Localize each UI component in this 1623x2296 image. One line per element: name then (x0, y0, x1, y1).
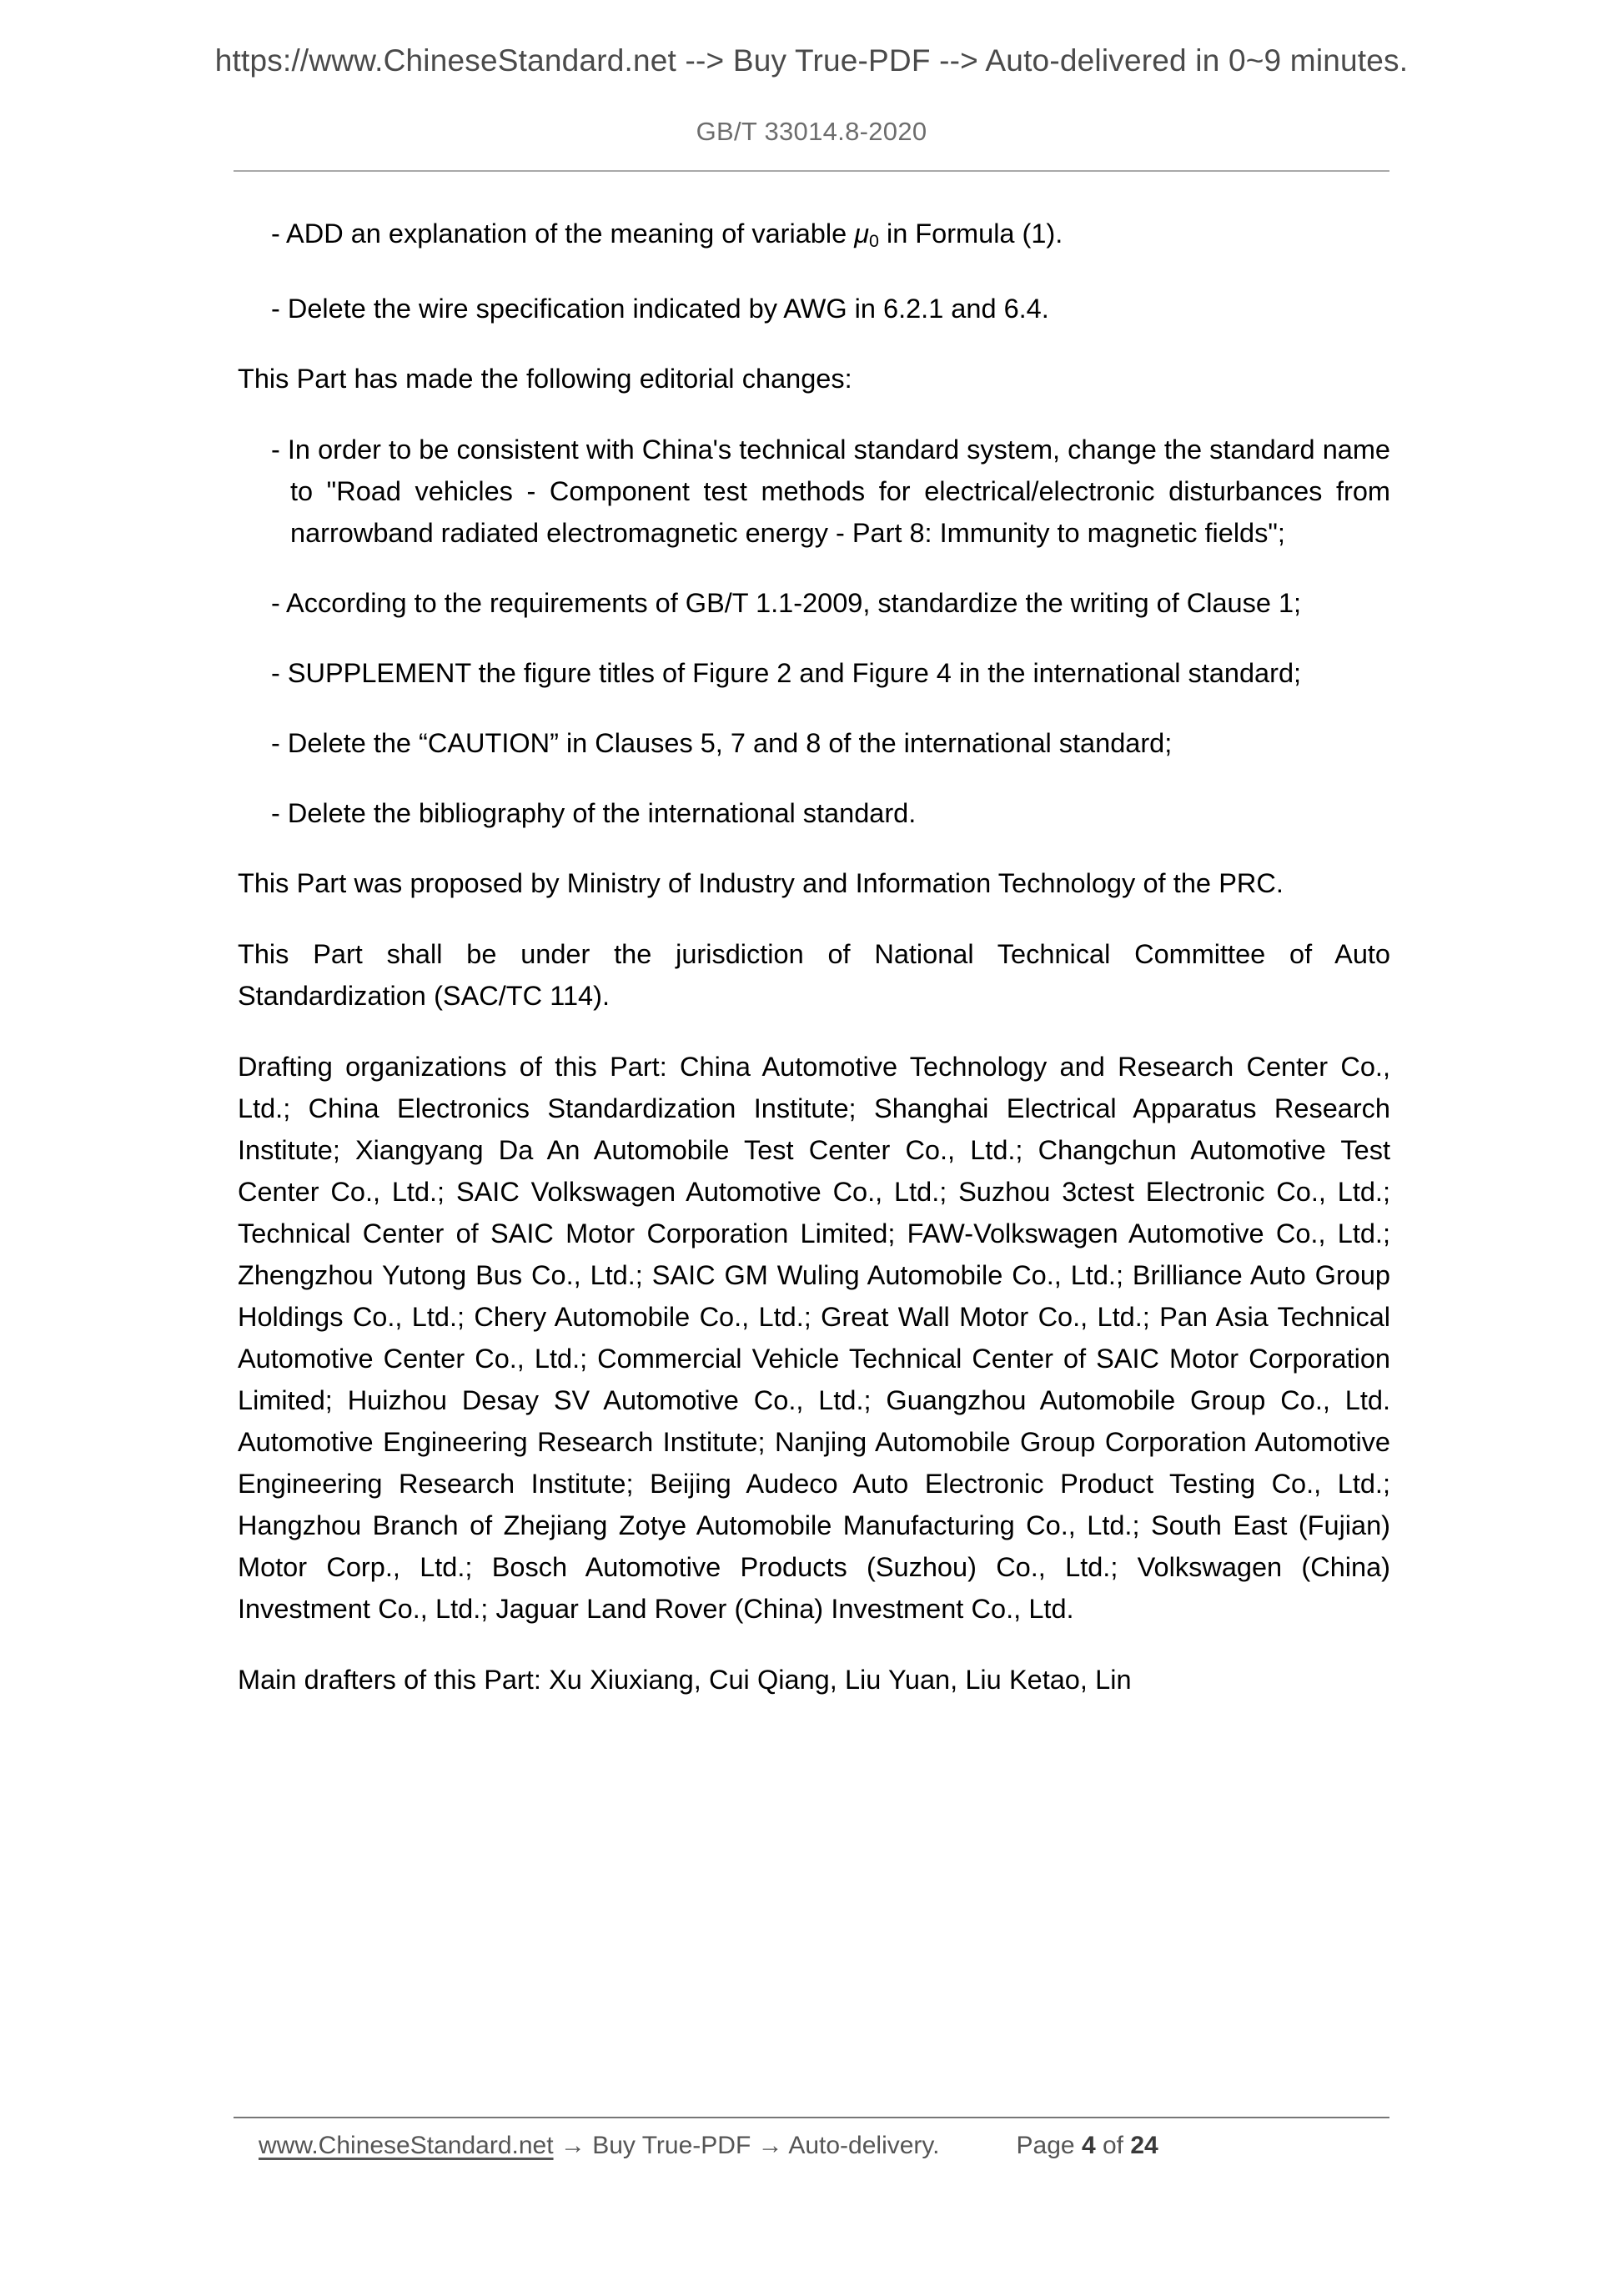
paragraph-jurisdiction: This Part shall be under the jurisdiction of National Technical Committee of Auto Standardization (SAC/TC 114). (238, 939, 1390, 1011)
page-footer (234, 2132, 1389, 2160)
paragraph-main-drafters: Main drafters of this Part: Xu Xiuxiang, Cui Qiang, Liu Yuan, Liu Ketao, Lin (238, 1665, 1132, 1695)
footer-url-link[interactable]: www.ChineseStandard.net (259, 2132, 554, 2159)
of-label: of (1102, 2132, 1123, 2159)
list-item-editorial-5: - Delete the bibliography of the international standard. (271, 798, 917, 828)
footer-promo (234, 2132, 940, 2160)
footer-buy-text: Buy True-PDF (592, 2132, 751, 2159)
list-item-technical-1 (238, 213, 1390, 258)
page-label: Page (1016, 2132, 1075, 2159)
promo-header-text: https://www.ChineseStandard.net --> Buy True-PDF --> Auto-delivered in 0~9 minutes. (214, 43, 1409, 78)
list-item-editorial-3: - SUPPLEMENT the figure titles of Figure 2 and Figure 4 in the international standard; (271, 658, 1302, 688)
footer-divider (234, 2117, 1389, 2118)
right-arrow-icon-2: → (757, 2132, 783, 2159)
list-item-technical-2: - Delete the wire specification indicated by AWG in 6.2.1 and 6.4. (271, 294, 1049, 324)
bullet-text-pre: - ADD an explanation of the meaning of variable (271, 219, 855, 249)
standard-number: GB/T 33014.8-2020 (696, 117, 927, 146)
list-item-editorial-4: - Delete the “CAUTION” in Clauses 5, 7 and 8 of the international standard; (271, 728, 1173, 758)
document-body (238, 213, 1390, 1730)
bullet-text-post: in Formula (1). (878, 219, 1063, 249)
paragraph-proposed-by: This Part was proposed by Ministry of Industry and Information Technology of the PRC. (238, 868, 1284, 898)
list-item-editorial-2: - According to the requirements of GB/T 1.1-2009, standardize the writing of Clause 1; (271, 588, 1302, 618)
right-arrow-icon: → (560, 2132, 585, 2159)
page-total: 24 (1130, 2132, 1158, 2159)
page-indicator (1017, 2132, 1158, 2160)
page-number: 4 (1081, 2132, 1096, 2159)
header-divider (234, 170, 1389, 172)
paragraph-editorial-intro: This Part has made the following editorial changes: (238, 364, 852, 394)
paragraph-drafting-organizations: Drafting organizations of this Part: China Automotive Technology and Research Center Co., Ltd.; China Electronics Standardization Institute; Shanghai Electrical Apparatus Research Institute; Xiangyang Da An Automobile Test Center Co., Ltd.; Changchun Automotive Test Center Co., Ltd.; SAIC Volkswagen Automotive Co., Ltd.; Suzhou 3ctest Electronic Co., Ltd.; Technical Center of SAIC Motor Corporation Limited; FAW-Volkswagen Automotive Co., Ltd.; Zhengzhou Yutong Bus Co., Ltd.; SAIC GM Wuling Automobile Co., Ltd.; Brilliance Auto Group Holdings Co., Ltd.; Chery Automobile Co., Ltd.; Great Wall Motor Co., Ltd.; Pan Asia Technical Automotive Center Co., Ltd.; Commercial Vehicle Technical Center of SAIC Motor Corporation Limited; Huizhou Desay SV Automotive Co., Ltd.; Guangzhou Automobile Group Co., Ltd. Automotive Engineering Research Institute; Nanjing Automobile Group Corporation Automotive Engineering Research Institute; Beijing Audeco Auto Electronic Product Testing Co., Ltd.; Hangzhou Branch of Zhejiang Zotye Automobile Manufacturing Co., Ltd.; South East (Fujian) Motor Corp., Ltd.; Bosch Automotive Products (Suzhou) Co., Ltd.; Volkswagen (China) Investment Co., Ltd.; Jaguar Land Rover (China) Investment Co., Ltd. (238, 1052, 1390, 1624)
variable-subscript: 0 (869, 230, 879, 251)
footer-delivery-text: Auto-delivery. (788, 2132, 940, 2159)
list-item-editorial-1: - In order to be consistent with China's technical standard system, change the standard name to "Road vehicles - Component test methods for electrical/electronic disturbances from narrowband radiated electromagnetic energy - Part 8: Immunity to magnetic fields"; (271, 435, 1390, 548)
variable-mu: μ (854, 219, 869, 249)
